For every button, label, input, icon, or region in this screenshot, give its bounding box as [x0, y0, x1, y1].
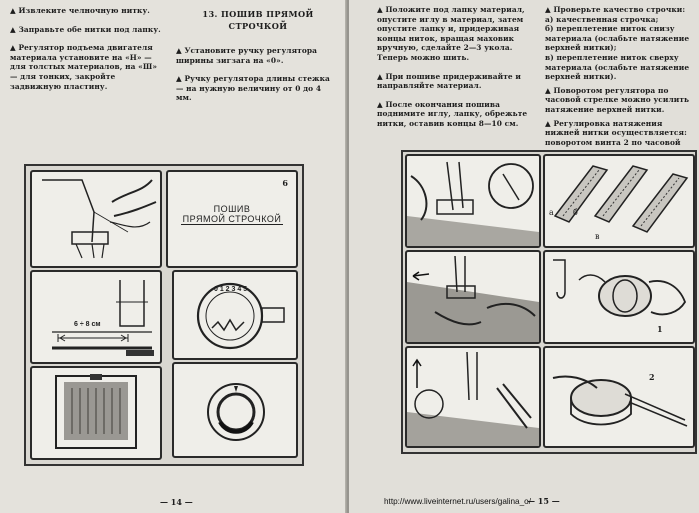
right-text-col1: [377, 5, 535, 129]
paragraph: ▲ Регулировка натяжения нижней нитки осуществляется: поворотом винта 2 по часовой: [545, 118, 687, 147]
right-text-col2: [545, 5, 695, 167]
paragraph: ▲ Заправьте обе нитки под лапку.: [10, 24, 161, 34]
figure-panel-bobbin-screw: [543, 346, 695, 448]
figure-panel-stitch-quality: [543, 154, 695, 248]
dial-scale: 0 1 2 3 4 5: [214, 286, 248, 293]
paragraph: ▲ При пошиве придерживайте и направляйте материал.: [377, 71, 521, 91]
paragraph: ▲ Ручку регулятора длины стежка — на нужную величину от 0 до 4 мм.: [176, 74, 330, 103]
page-number-right: — 15 —: [527, 496, 560, 506]
figure-panel-thread-under-foot: [30, 170, 162, 268]
label-a: а: [549, 208, 554, 217]
figure-title-line: ПРЯМОЙ СТРОЧКОЙ: [182, 214, 282, 224]
figure-panel-thread-length: [30, 270, 162, 364]
paragraph: ▲ Регулятор подъема двигателя материала установите на «Н» — для толстых материалов, на «Ш» — для тонких, закройте задвижную пластину.: [10, 43, 158, 91]
source-watermark: http://www.liveinternet.ru/users/galina_o/: [384, 497, 531, 506]
left-text-col1: [10, 6, 162, 91]
paragraph: б) переплетение ниток снизу материала (ослабьте натяжение верхней нитки);: [545, 24, 690, 53]
heading-line: СТРОЧКОЙ: [228, 21, 288, 31]
paragraph: ▲ Проверьте качество строчки:: [545, 5, 686, 14]
figure-panel-cut-threads: [405, 346, 541, 448]
paragraph: а) качественная строчка;: [545, 14, 659, 24]
page-number-left: — 14 —: [160, 497, 193, 507]
paragraph: ▲ Извлеките челночную нитку.: [10, 6, 150, 15]
figure-panel-feed-dog: [30, 366, 162, 460]
figure-panel-upper-tension: [543, 250, 695, 344]
figure-title-line: ПОШИВ: [213, 204, 251, 214]
section-heading: [178, 8, 338, 32]
paragraph: ▲ Поворотом регулятора по часовой стрелке можно усилить натяжение верхней нитки.: [545, 85, 690, 114]
measure-label: 6 ÷ 8 см: [74, 321, 101, 328]
figure-panel-guide-fabric: [405, 250, 541, 344]
label-1: 1: [657, 324, 663, 334]
figure-panel-title: [166, 170, 298, 268]
left-page: [0, 0, 347, 513]
label-b: б: [573, 208, 578, 217]
label-2: 2: [649, 372, 655, 382]
figure-panel-lower-needle: [405, 154, 541, 248]
heading-line: 13. ПОШИВ ПРЯМОЙ: [202, 9, 314, 19]
paragraph: ▲ Установите ручку регулятора ширины зигзага на «0».: [176, 46, 318, 65]
figure-panel-tension-dial: [172, 362, 298, 458]
paragraph: в) переплетение ниток сверху материала (ослабьте натяжение верхней нитки).: [545, 52, 690, 82]
figure-panel-stitch-length-dial: [172, 270, 298, 360]
label-v: в: [595, 232, 600, 241]
paragraph: ▲ Положите под лапку материал, опустите иглу в материал, затем опустите лапку и, придерживая концы ниток, вращая маховик вручную, сделайте 2—3 укола. Теперь можно шить.: [377, 5, 525, 62]
paragraph: ▲ После окончания пошива поднимите иглу, лапку, обрежьте нитки, оставив концы 8—10 см.: [377, 99, 528, 128]
figure-title: [168, 204, 296, 225]
left-text-col2: [176, 46, 336, 103]
right-page: [349, 0, 699, 513]
figure-number: 6: [282, 178, 288, 188]
